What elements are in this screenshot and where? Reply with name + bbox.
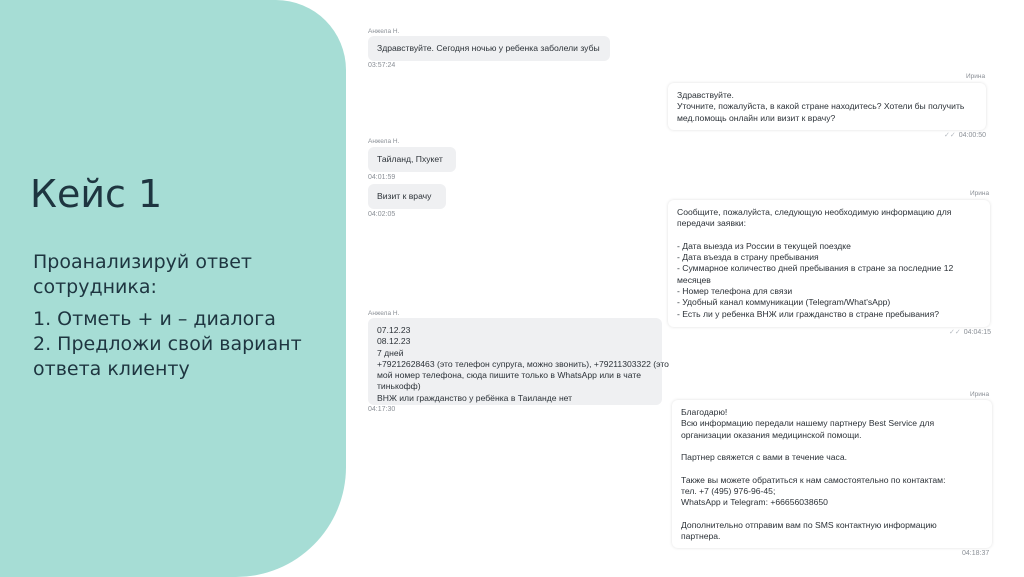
message-line: тинькофф) [377,381,421,392]
message-line: +79212628463 (это телефон супруга, можно звонить), +79211303322 (это [377,358,669,369]
message-line: Благодарю! [681,407,728,417]
slide-title: Кейс 1 [30,172,163,216]
message-line: тел. +7 (495) 976-96-45; [681,486,776,497]
double-check-icon: ✓✓ [949,329,961,336]
message-time: 04:01:59 [368,174,396,181]
message-time [949,328,991,336]
message-time [944,131,986,139]
message-line: Уточните, пожалуйста, в какой стране находитесь? Хотели бы получить [677,101,965,112]
message-line: Дополнительно отправим вам по SMS контактную информацию [681,519,937,530]
message-sender: Ирина [970,391,990,398]
message-line: 08.12.23 [377,336,411,347]
message-text: Тайланд, Пхукет [377,154,443,164]
task-item-1: 1. Отметь + и – диалога [33,308,276,330]
message-line [681,441,983,452]
message-text: Визит к врачу [377,191,432,201]
time-text: 04:00:50 [958,132,986,139]
message-line: ВНЖ или гражданство у ребёнка в Таиланде нет [377,392,573,403]
incoming-message-bubble [368,184,446,209]
message-line: Также вы можете обратиться к нам самостоятельно по контактам: [681,474,946,485]
message-line: мой номер телефона, сюда пишите только в WhatsApp или в чате [377,370,641,381]
message-line: - Дата выезда из России в текущей поездке [677,240,851,251]
incoming-message-bubble [368,318,669,405]
task-item-2-line2: ответа клиенту [33,358,190,380]
message-line: партнера. [681,531,721,542]
incoming-message-bubble [368,147,456,172]
message-sender: Анжела Н. [368,138,400,145]
message-line: 7 дней [377,347,404,358]
double-check-icon: ✓✓ [944,132,956,139]
message-line [681,463,983,474]
time-text: 04:04:15 [963,329,991,336]
message-line [681,509,983,520]
task-block [33,250,333,382]
outgoing-message-bubble [668,200,990,327]
message-text: Здравствуйте. Сегодня ночью у ребенка заболели зубы [377,43,600,53]
message-line: WhatsApp и Telegram: +66656038650 [681,497,828,508]
incoming-message-bubble [368,36,610,61]
message-line: передачи заявки: [677,218,746,229]
task-heading-line1: Проанализируй ответ [33,251,252,273]
message-time: 04:18:37 [962,550,990,557]
task-heading-line2: сотрудника: [33,276,157,298]
message-sender: Ирина [970,190,990,197]
message-line: - Есть ли у ребенка ВНЖ или гражданство в стране пребывания? [677,308,940,319]
message-line: организации оказания медицинской помощи. [681,429,862,440]
message-line [677,230,981,241]
outgoing-message-bubble [668,83,986,130]
task-item-2-line1: 2. Предложи свой вариант [33,333,302,355]
message-sender: Анжела Н. [368,28,400,35]
message-line: - Номер телефона для связи [677,286,793,297]
message-line: мед.помощь онлайн или визит к врачу? [677,112,836,123]
message-line: - Удобный канал коммуникации (Telegram/What'sApp) [677,297,891,308]
message-line: Партнер свяжется с вами в течение часа. [681,452,848,463]
message-sender: Анжела Н. [368,310,400,317]
message-line: месяцев [677,274,711,285]
message-line: - Дата въезда в страну пребывания [677,252,819,263]
message-time: 03:57:24 [368,62,396,69]
message-time: 04:17:30 [368,406,396,413]
message-line: Всю информацию передали нашему партнеру Best Service для [681,418,935,429]
message-line: - Суммарное количество дней пребывания в стране за последние 12 [677,263,954,274]
message-line: Сообщите, пожалуйста, следующую необходимую информацию для [677,207,952,217]
message-time: 04:02:05 [368,211,396,218]
message-sender: Ирина [966,73,986,80]
message-line: 07.12.23 [377,325,411,335]
outgoing-message-bubble [672,400,992,548]
chat-log [346,0,1024,577]
message-line: Здравствуйте. [677,90,734,100]
